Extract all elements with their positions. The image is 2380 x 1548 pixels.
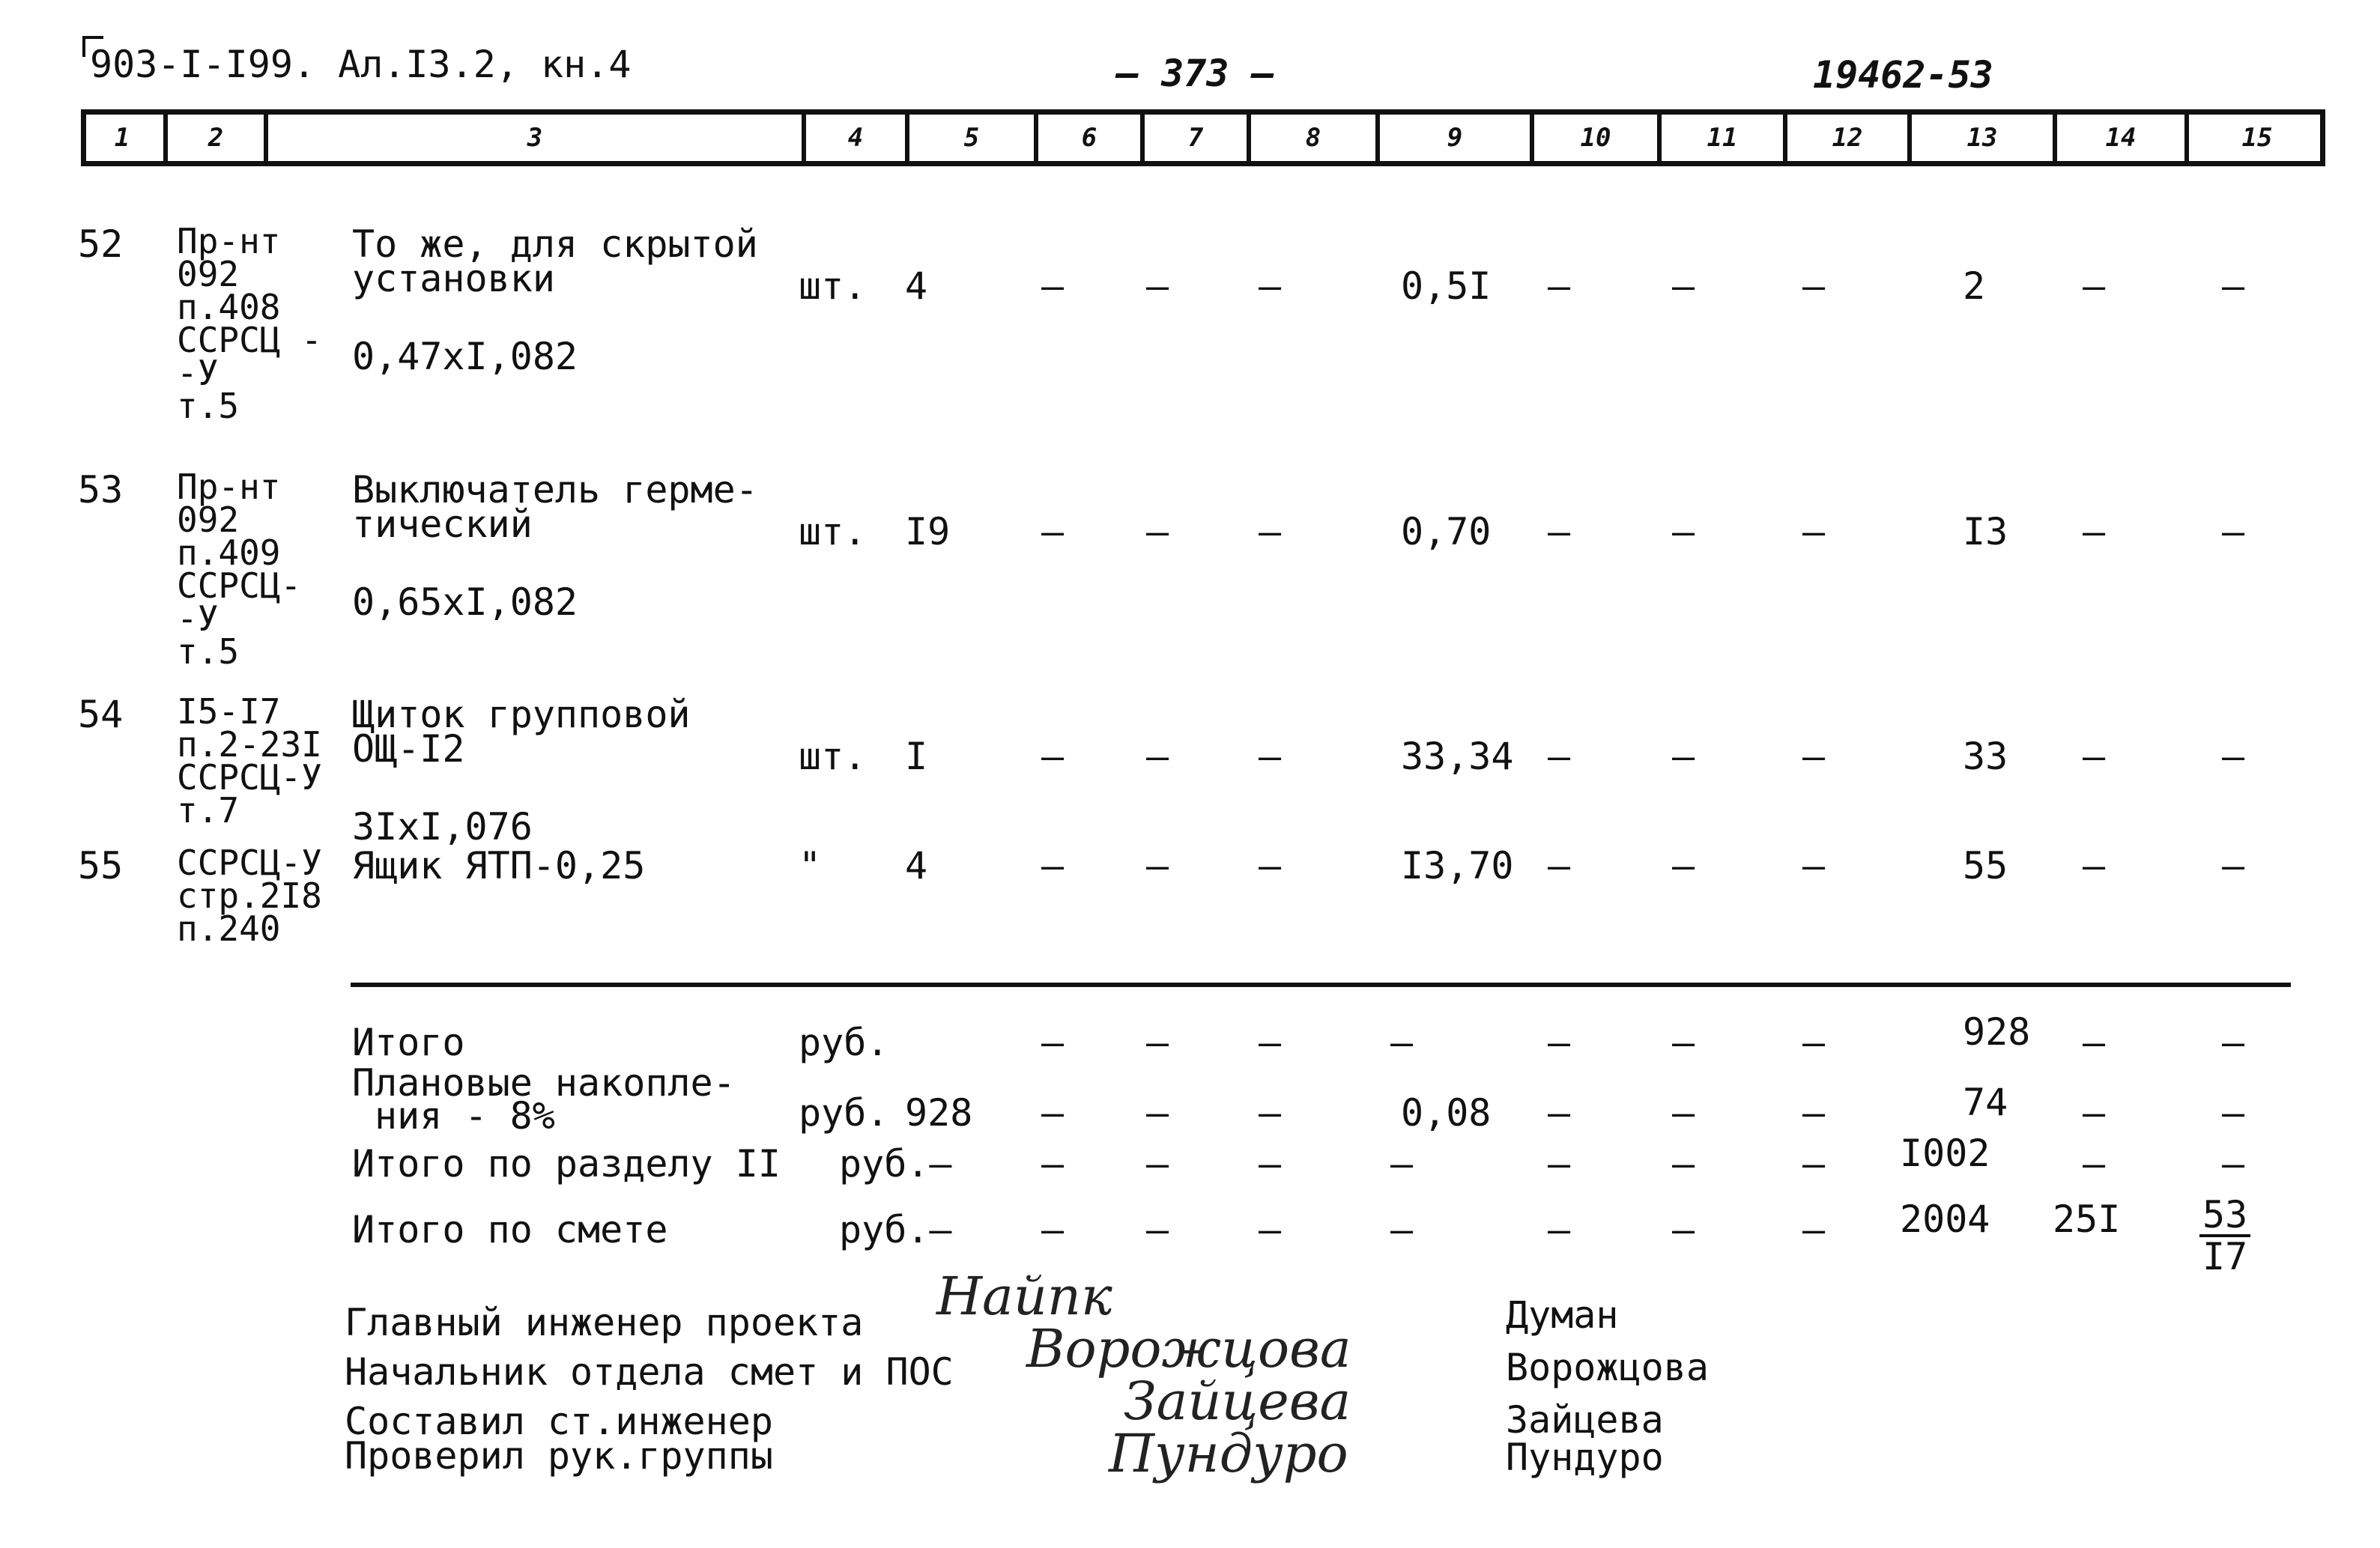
totals-c6: –	[1041, 1142, 1065, 1186]
handwritten-signature-2: Ворожцова	[1026, 1318, 1351, 1379]
row-number: 53	[78, 468, 124, 512]
row-basis-line: 092	[177, 254, 240, 294]
row-description-line: тический	[352, 503, 533, 546]
totals-c15: –	[2221, 1142, 2245, 1186]
column-header-6: 6	[1034, 112, 1140, 163]
row-c7: –	[1145, 735, 1169, 778]
row-quantity: 4	[905, 264, 928, 308]
column-header-9: 9	[1375, 112, 1530, 163]
row-description-line: Выключатель герме-	[352, 468, 758, 512]
row-c7: –	[1145, 510, 1169, 553]
row-basis-line: п.2-23I	[177, 724, 322, 765]
row-col13: I3	[1963, 510, 2008, 553]
row-basis-line: т.5	[177, 631, 240, 672]
totals-col9: –	[1390, 1142, 1414, 1186]
row-c14: –	[2082, 735, 2106, 778]
row-number: 55	[78, 844, 124, 887]
row-formula: 0,47хI,082	[352, 335, 578, 378]
totals-c11: –	[1671, 1208, 1695, 1251]
row-c6: –	[1041, 510, 1065, 553]
column-header-11: 11	[1657, 112, 1783, 163]
column-header-5: 5	[905, 112, 1034, 163]
signature-role: Составил ст.инженер	[345, 1400, 773, 1443]
totals-c7: –	[1145, 1091, 1169, 1135]
row-c7: –	[1145, 264, 1169, 308]
totals-col13: I002	[1900, 1132, 1990, 1175]
totals-c14: –	[2082, 1021, 2106, 1064]
totals-col15-fraction	[2199, 1195, 2250, 1276]
totals-label-line: Плановые накопле-	[352, 1061, 736, 1105]
row-c14: –	[2082, 510, 2106, 553]
row-basis-line: 092	[177, 500, 240, 540]
row-c12: –	[1802, 510, 1826, 553]
column-header-14: 14	[2053, 112, 2184, 163]
row-description-line: установки	[352, 257, 555, 300]
row-c7: –	[1145, 844, 1169, 887]
totals-c15: –	[2221, 1021, 2245, 1064]
row-basis-line: п.408	[177, 287, 281, 327]
signature-role: Начальник отдела смет и ПОС	[345, 1350, 954, 1394]
totals-c6: –	[1041, 1208, 1065, 1251]
row-basis-line: п.409	[177, 532, 281, 573]
totals-c7: –	[1145, 1142, 1169, 1186]
row-quantity: I	[905, 735, 928, 778]
row-c11: –	[1671, 510, 1695, 553]
row-description-line: То же, для скрытой	[352, 222, 758, 266]
totals-c7: –	[1145, 1021, 1169, 1064]
totals-c11: –	[1671, 1021, 1695, 1064]
totals-col13: 74	[1963, 1081, 2008, 1124]
totals-c8: –	[1258, 1208, 1282, 1251]
row-unit: шт.	[799, 735, 867, 778]
row-basis-line: т.5	[177, 386, 240, 426]
totals-c10: –	[1547, 1091, 1571, 1135]
doc-reference: 903-I-I99. Ал.I3.2, кн.4	[90, 43, 632, 86]
row-basis-line: т.7	[177, 790, 240, 831]
handwritten-signature-3: Зайцева	[1124, 1371, 1351, 1432]
column-header-4: 4	[802, 112, 905, 163]
totals-c10: –	[1547, 1208, 1571, 1251]
row-basis-line: -У	[177, 598, 219, 639]
totals-unit: руб.	[799, 1091, 889, 1135]
row-col9: 33,34	[1401, 735, 1514, 778]
signature-name: Зайцева	[1506, 1398, 1664, 1442]
row-description-line: ОЩ-I2	[352, 727, 465, 771]
row-formula: 3IхI,076	[352, 805, 533, 849]
totals-col9: –	[1390, 1208, 1414, 1251]
row-c14: –	[2082, 264, 2106, 308]
row-c11: –	[1671, 735, 1695, 778]
column-header-12: 12	[1783, 112, 1907, 163]
totals-label-line: Итого по разделу II	[352, 1142, 781, 1186]
totals-c7: –	[1145, 1208, 1169, 1251]
row-basis-line: п.240	[177, 908, 281, 949]
totals-col13: 928	[1963, 1010, 2031, 1054]
row-c8: –	[1258, 510, 1282, 553]
signature-name: Пундуро	[1506, 1436, 1664, 1479]
row-c6: –	[1041, 735, 1065, 778]
column-header-13: 13	[1907, 112, 2053, 163]
fraction-denominator: I7	[2202, 1235, 2248, 1278]
row-col13: 55	[1963, 844, 2008, 887]
totals-rule	[351, 983, 2291, 987]
totals-c14: –	[2082, 1142, 2106, 1186]
totals-col14: 25I	[2053, 1198, 2121, 1241]
totals-unit: руб.	[799, 1021, 889, 1064]
totals-c12: –	[1802, 1021, 1826, 1064]
totals-label-line: Итого	[352, 1021, 465, 1064]
row-c10: –	[1547, 844, 1571, 887]
totals-c11: –	[1671, 1091, 1695, 1135]
totals-quantity: 928	[905, 1091, 973, 1135]
signature-role: Проверил рук.группы	[345, 1434, 773, 1478]
page-number: — 373 —	[1116, 52, 1274, 95]
row-description-line: Ящик ЯТП-0,25	[352, 844, 646, 887]
row-unit: "	[799, 844, 822, 887]
column-header-15: 15	[2184, 112, 2325, 163]
handwritten-signature-1: Найпк	[936, 1266, 1112, 1327]
row-c8: –	[1258, 735, 1282, 778]
totals-label-line: Итого по смете	[352, 1208, 668, 1251]
row-description-line: Щиток групповой	[352, 693, 691, 736]
row-basis-line: -У	[177, 353, 219, 393]
row-c15: –	[2221, 735, 2245, 778]
row-col9: I3,70	[1401, 844, 1514, 887]
row-c6: –	[1041, 844, 1065, 887]
row-col13: 2	[1963, 264, 1986, 308]
row-c11: –	[1671, 264, 1695, 308]
row-basis-line: Пр-нт	[177, 467, 281, 507]
totals-col13: 2004	[1900, 1198, 1990, 1241]
row-c6: –	[1041, 264, 1065, 308]
signature-name: Ворожцова	[1506, 1346, 1709, 1389]
totals-c6: –	[1041, 1021, 1065, 1064]
totals-c10: –	[1547, 1021, 1571, 1064]
totals-c15: –	[2221, 1091, 2245, 1135]
totals-unit: руб.–	[839, 1142, 952, 1186]
row-basis-line: ССРСЦ -	[177, 320, 322, 360]
row-c10: –	[1547, 735, 1571, 778]
row-c14: –	[2082, 844, 2106, 887]
totals-col9: 0,08	[1401, 1091, 1492, 1135]
totals-c12: –	[1802, 1208, 1826, 1251]
totals-c8: –	[1258, 1142, 1282, 1186]
totals-c14: –	[2082, 1091, 2106, 1135]
row-basis-line: ССРСЦ-	[177, 565, 302, 606]
row-c12: –	[1802, 844, 1826, 887]
row-number: 54	[78, 693, 124, 736]
row-col9: 0,5I	[1401, 264, 1492, 308]
row-unit: шт.	[799, 264, 867, 308]
handwritten-signature-4: Пундуро	[1109, 1423, 1348, 1484]
signature-name: Думан	[1506, 1293, 1619, 1337]
row-number: 52	[78, 222, 124, 266]
totals-c12: –	[1802, 1142, 1826, 1186]
row-c8: –	[1258, 844, 1282, 887]
row-c12: –	[1802, 264, 1826, 308]
row-quantity: I9	[905, 510, 951, 553]
row-c15: –	[2221, 844, 2245, 887]
totals-c10: –	[1547, 1142, 1571, 1186]
row-c11: –	[1671, 844, 1695, 887]
totals-c6: –	[1041, 1091, 1065, 1135]
totals-c8: –	[1258, 1091, 1282, 1135]
totals-c8: –	[1258, 1021, 1282, 1064]
totals-c12: –	[1802, 1091, 1826, 1135]
row-unit: шт.	[799, 510, 867, 553]
row-basis-line: ССРСЦ-У	[177, 757, 322, 798]
signature-role: Главный инженер проекта	[345, 1301, 864, 1344]
inventory-number: 19462-53	[1813, 53, 1993, 97]
row-formula: 0,65хI,082	[352, 580, 578, 624]
row-c12: –	[1802, 735, 1826, 778]
row-col13: 33	[1963, 735, 2008, 778]
row-basis-line: стр.2I8	[177, 875, 322, 916]
column-header-7: 7	[1140, 112, 1247, 163]
row-basis-line: I5-I7	[177, 691, 281, 732]
column-header-8: 8	[1247, 112, 1375, 163]
column-header-10: 10	[1530, 112, 1657, 163]
row-quantity: 4	[905, 844, 928, 887]
column-header-3: 3	[264, 112, 802, 163]
row-c10: –	[1547, 510, 1571, 553]
column-header-1: 1	[114, 123, 130, 153]
row-c15: –	[2221, 510, 2245, 553]
row-c15: –	[2221, 264, 2245, 308]
totals-label-line: ния - 8%	[375, 1094, 555, 1138]
totals-c11: –	[1671, 1142, 1695, 1186]
fraction-numerator: 53	[2199, 1195, 2250, 1237]
row-col9: 0,70	[1401, 510, 1492, 553]
row-basis-line: ССРСЦ-У	[177, 843, 322, 883]
row-basis-line: Пр-нт	[177, 221, 281, 261]
totals-col9: –	[1390, 1021, 1414, 1064]
row-c8: –	[1258, 264, 1282, 308]
row-c10: –	[1547, 264, 1571, 308]
column-header-2: 2	[163, 112, 264, 163]
totals-unit: руб.–	[839, 1208, 952, 1251]
